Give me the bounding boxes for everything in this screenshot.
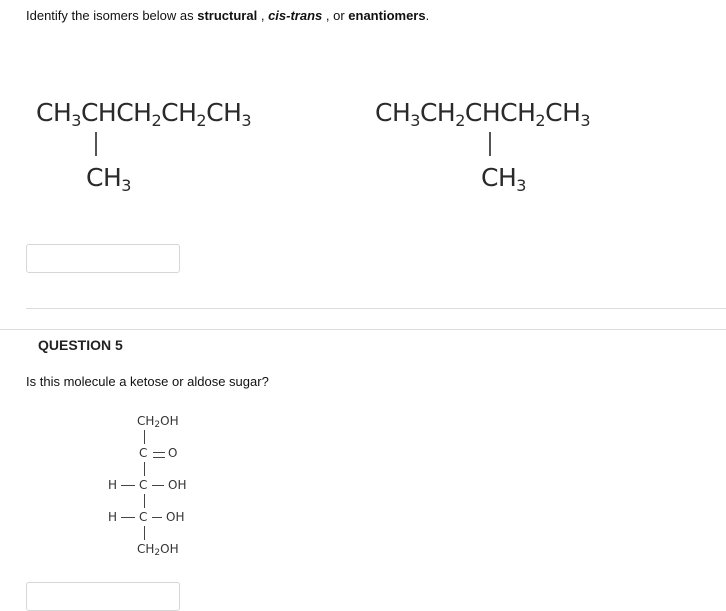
molecule-left-branch: $CH_3$	[86, 163, 131, 195]
fischer-bond-1	[144, 430, 145, 444]
molecule-left-bond	[95, 132, 97, 156]
fischer-bond-2	[144, 462, 145, 476]
question-separator	[0, 329, 726, 330]
fischer-carbon-4: C	[139, 510, 148, 524]
fischer-top-group: $CH_2OH$	[137, 414, 179, 430]
molecule-right-branch: $CH_3$	[481, 163, 526, 195]
fischer-c3-right: OH	[168, 478, 187, 492]
fischer-carbonyl-oxygen: O	[168, 446, 178, 460]
fischer-c3-left-bond	[121, 485, 135, 486]
fischer-bond-3	[144, 494, 145, 508]
fischer-c4-right-bond	[152, 517, 162, 518]
divider	[26, 308, 726, 309]
molecule-left-main-chain: $CH_3CHCH_2CH_2CH_3$	[36, 98, 252, 130]
fischer-c4-right: OH	[166, 510, 185, 524]
fischer-c3-right-bond	[152, 485, 164, 486]
fischer-c4-left-bond	[121, 517, 135, 518]
fischer-carbon-3: C	[139, 478, 148, 492]
fischer-bond-4	[144, 526, 145, 540]
molecule-right-bond	[489, 132, 491, 156]
answer-input-q5[interactable]	[26, 582, 180, 611]
fischer-c3-left: H	[108, 478, 118, 492]
fischer-carbon-2: C	[139, 446, 148, 460]
fischer-c4-left: H	[108, 510, 118, 524]
molecule-right-main-chain: $CH_3CH_2CHCH_2CH_3$	[375, 98, 591, 130]
fischer-double-bond	[153, 452, 165, 458]
question-heading: QUESTION 5	[38, 337, 123, 353]
question-text: Is this molecule a ketose or aldose sugar?	[26, 374, 269, 389]
answer-input-q4[interactable]	[26, 244, 180, 273]
question-prompt: Identify the isomers below as structural , cis-trans , or enantiomers.	[26, 8, 430, 23]
fischer-bottom-group: $CH_2OH$	[137, 542, 179, 558]
